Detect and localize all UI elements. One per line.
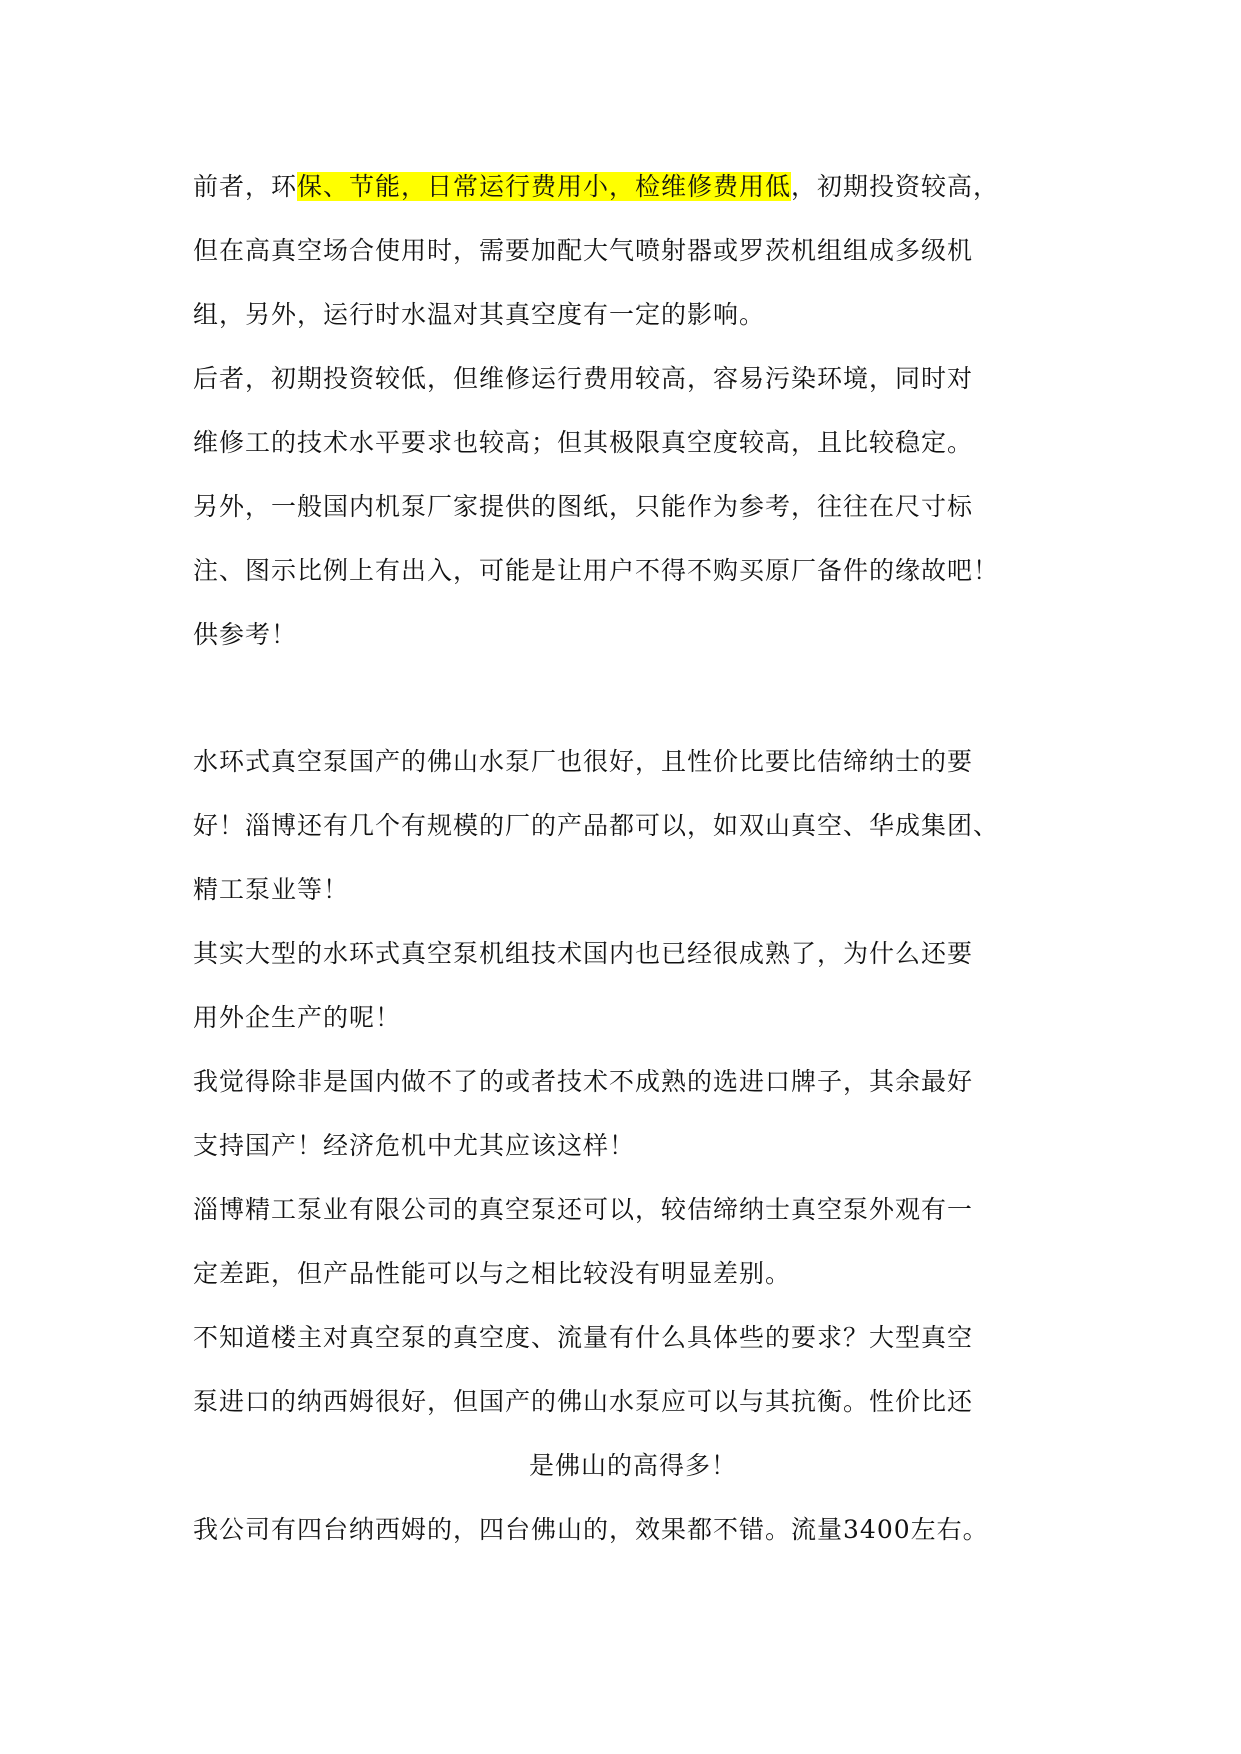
text-line: 我觉得除非是国内做不了的或者技术不成熟的选进口牌子，其余最好 bbox=[193, 1067, 974, 1096]
text-line: 另外，一般国内机泵厂家提供的图纸，只能作为参考，往往在尺寸标 bbox=[193, 492, 974, 521]
text-line: 精工泵业等！ bbox=[193, 875, 350, 904]
text-line: 后者，初期投资较低，但维修运行费用较高，容易污染环境，同时对 bbox=[193, 364, 974, 393]
text-line: 供参考！ bbox=[193, 620, 298, 649]
text-line-centered: 是佛山的高得多！ bbox=[528, 1451, 737, 1480]
text-line: 泵进口的纳西姆很好，但国产的佛山水泵应可以与其抗衡。性价比还 bbox=[193, 1387, 974, 1416]
text-line: 水环式真空泵国产的佛山水泵厂也很好，且性价比要比佶缔纳士的要 bbox=[193, 747, 974, 776]
text-line: 不知道楼主对真空泵的真空度、流量有什么具体些的要求？大型真空 bbox=[193, 1323, 974, 1352]
text-line: 维修工的技术水平要求也较高；但其极限真空度较高，且比较稳定。 bbox=[193, 428, 974, 457]
text-line: 组，另外，运行时水温对其真空度有一定的影响。 bbox=[193, 300, 766, 329]
paragraph-group-recommendations bbox=[193, 730, 1073, 1562]
text-segment: ，初期投资较高， bbox=[791, 172, 1000, 201]
text-line: 但在高真空场合使用时，需要加配大气喷射器或罗茨机组组成多级机 bbox=[193, 236, 974, 265]
text-line: 用外企生产的呢！ bbox=[193, 1003, 402, 1032]
text-line: 我公司有四台纳西姆的，四台佛山的，效果都不错。流量3400左右。 bbox=[193, 1515, 989, 1544]
text-line: 好！淄博还有几个有规模的厂的产品都可以，如双山真空、华成集团、 bbox=[193, 811, 1000, 840]
text-line: 注、图示比例上有出入，可能是让用户不得不购买原厂备件的缘故吧！ bbox=[193, 556, 1000, 585]
highlighted-text: 保、节能，日常运行费用小，检维修费用低 bbox=[297, 172, 792, 201]
text-line: 其实大型的水环式真空泵机组技术国内也已经很成熟了，为什么还要 bbox=[193, 939, 974, 968]
text-line bbox=[193, 155, 1073, 219]
text-line: 定差距，但产品性能可以与之相比较没有明显差别。 bbox=[193, 1259, 792, 1288]
text-segment: 前者，环 bbox=[193, 172, 298, 201]
text-line: 支持国产！经济危机中尤其应该这样！ bbox=[193, 1131, 636, 1160]
paragraph-group-comparison bbox=[193, 155, 1073, 667]
text-line: 淄博精工泵业有限公司的真空泵还可以，较佶缔纳士真空泵外观有一 bbox=[193, 1195, 974, 1224]
